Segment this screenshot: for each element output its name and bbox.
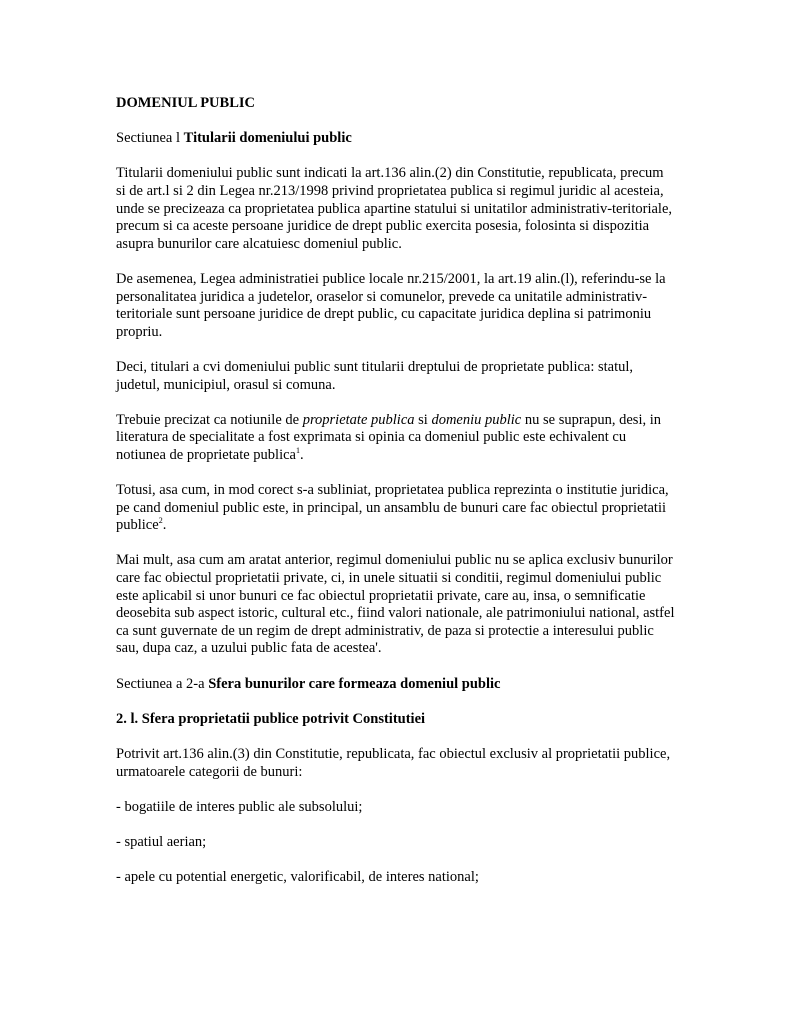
- paragraph-totusi: Totusi, asa cum, in mod corect s-a subliniat, proprietatea publica reprezinta o institutie juridica, pe cand domeniul public este, in principal, un ansamblu de bunuri care fac obiectul proprietatii publice$^2$.: [116, 482, 669, 534]
- list-item: - spatiul aerian;: [116, 833, 207, 850]
- footnote-ref-1: 1: [295, 445, 300, 455]
- paragraph-titulari: Titularii domeniului public sunt indicati la art.136 alin.(2) din Constitutie, republicata, precum si de art.l si 2 din Legea nr.213/1998 privind proprietatea publica si regimul juridic al acesteia, unde se precizeaza ca proprietatea publica apartine statului si unitatilor administrativ-teritoriale, precum si ca aceste persoane juridice de drept public exercita posesia, folosinta si dispozitia asupra bunurilor care alcatuiesc domeniul public.: [116, 165, 672, 252]
- document-page: [116, 95, 676, 904]
- paragraph-deci-titulari: Deci, titulari a cvi domeniului public sunt titularii dreptului de proprietate publica: statul, judetul, municipiul, orasul si comuna.: [116, 358, 634, 393]
- list-item: - bogatiile de interes public ale subsolului;: [116, 798, 363, 815]
- document-title: DOMENIUL PUBLIC: [116, 95, 255, 111]
- paragraph-potrivit: Potrivit art.136 alin.(3) din Constitutie, republicata, fac obiectul exclusiv al proprietatii publice, urmatoarele categorii de bunuri:: [116, 745, 671, 780]
- paragraph-legea-administratiei: De asemenea, Legea administratiei publice locale nr.215/2001, la art.19 alin.(l), referindu-se la personalitatea juridica a judetelor, oraselor si comunelor, prevede ca unitatile administrativ-teritoriale sunt persoane juridice de drept public, cu capacitate juridica deplina si patrimoniu propriu.: [116, 270, 666, 340]
- footnote-ref-2: 2: [158, 516, 163, 526]
- list-item: - apele cu potential energetic, valorificabil, de interes national;: [116, 869, 479, 886]
- section-1-heading: Sectiunea l Titularii domeniului public: [116, 130, 352, 147]
- subsection-2-1-heading: 2. l. Sfera proprietatii publice potrivit Constitutiei: [116, 710, 426, 727]
- paragraph-notiuni: Trebuie precizat ca notiunile de proprietate publica si domeniu public nu se suprapun, desi, in literatura de specialitate a fost exprimata si opinia ca domeniul public este echivalent cu notiunea de proprietate publica$^1$.: [116, 411, 661, 463]
- paragraph-mai-mult: Mai mult, asa cum am aratat anterior, regimul domeniului public nu se aplica exclusiv bunurilor care fac obiectul proprietatii private, ci, in unele situatii si conditii, regimul domeniului public este aplicabil si unor bunuri ce fac obiectul proprietatii private, care au, insa, o semnificatie deosebita sub aspect istoric, cultural etc., fiind valori nationale, ale patrimoniului national, astfel ca sunt guvernate de un regim de drept administrativ, de paza si protectie a interesului public sau, dupa caz, a uzului public fata de acestea'.: [116, 552, 675, 657]
- section-2-heading: Sectiunea a 2-a Sfera bunurilor care formeaza domeniul public: [116, 675, 501, 692]
